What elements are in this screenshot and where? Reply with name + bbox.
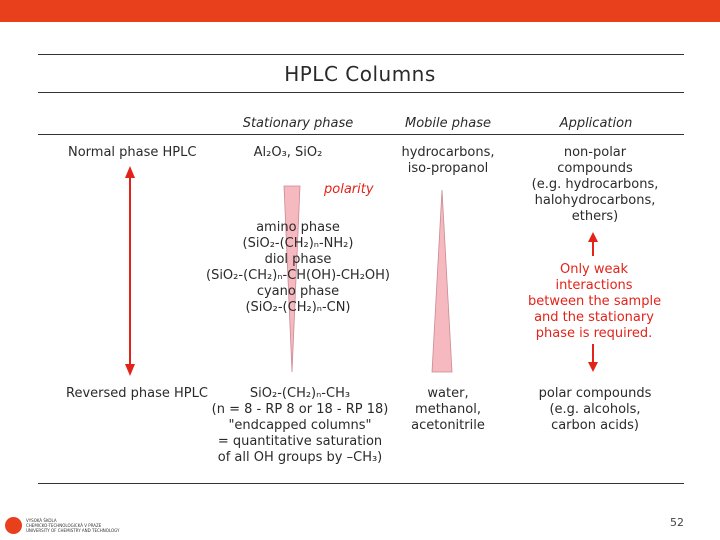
reversed-stationary-4: = quantitative saturation [217, 434, 383, 449]
normal-app-2: compounds [557, 161, 633, 176]
normal-mobile-1: hydrocarbons, [401, 145, 495, 160]
header-mobile-phase: Mobile phase [404, 116, 491, 131]
reversed-mobile-3: acetonitrile [411, 418, 485, 433]
amino-formula: (SiO₂-(CH₂)ₙ-NH₂) [242, 236, 354, 251]
double-arrow-left [125, 166, 135, 376]
reversed-stationary-5: of all OH groups by –CH₃) [217, 450, 383, 465]
normal-app-1: non-polar [563, 145, 627, 160]
slide-title: HPLC Columns [284, 62, 436, 86]
diol-formula: (SiO₂-(CH₂)ₙ-CH(OH)-CH₂OH) [206, 268, 390, 283]
reversed-stationary-2: (n = 8 - RP 8 or 18 - RP 18) [211, 402, 389, 417]
bottom-rule [38, 483, 684, 484]
cyano-phase: cyano phase [256, 284, 340, 299]
cyano-formula: (SiO₂-(CH₂)ₙ-CN) [245, 300, 351, 315]
normal-app-4: halohydrocarbons, [534, 193, 656, 208]
polarity-label: polarity [324, 182, 374, 197]
reversed-stationary-3: "endcapped columns" [228, 418, 372, 433]
note-line-2: interactions [555, 278, 633, 293]
amino-phase: amino phase [256, 220, 340, 235]
reversed-stationary-1: SiO₂-(CH₂)ₙ-CH₃ [249, 386, 351, 401]
arrow-down-right [588, 344, 598, 372]
note-line-1: Only weak [559, 262, 629, 277]
note-line-5: phase is required. [535, 326, 653, 341]
normal-app-5: ethers) [571, 209, 619, 224]
note-line-3: between the sample [528, 294, 662, 309]
note-line-4: and the stationary [534, 310, 654, 325]
mobile-phase-wedge [432, 190, 452, 372]
reversed-mobile-2: methanol, [415, 402, 481, 417]
header-application: Application [559, 116, 633, 131]
normal-app-3: (e.g. hydrocarbons, [531, 177, 659, 192]
page-number: 52 [670, 516, 684, 529]
reversed-app-2: (e.g. alcohols, [549, 402, 641, 417]
reversed-phase-label: Reversed phase HPLC [66, 386, 208, 401]
arrow-up-right [588, 232, 598, 256]
reversed-app-3: carbon acids) [551, 418, 639, 433]
reversed-mobile-1: water, [427, 386, 469, 401]
normal-stationary: Al₂O₃, SiO₂ [253, 145, 323, 160]
diol-phase: diol phase [264, 252, 332, 267]
normal-mobile-2: iso-propanol [407, 161, 489, 176]
header-stationary-phase: Stationary phase [242, 116, 354, 131]
normal-phase-label: Normal phase HPLC [68, 145, 197, 160]
university-logo [5, 517, 22, 534]
university-name: VYSOKÁ ŠKOLA CHEMICKO-TECHNOLOGICKÁ V PRAZE UNIVERSITY OF CHEMISTRY AND TECHNOLOGY [26, 518, 120, 533]
reversed-app-1: polar compounds [538, 386, 652, 401]
